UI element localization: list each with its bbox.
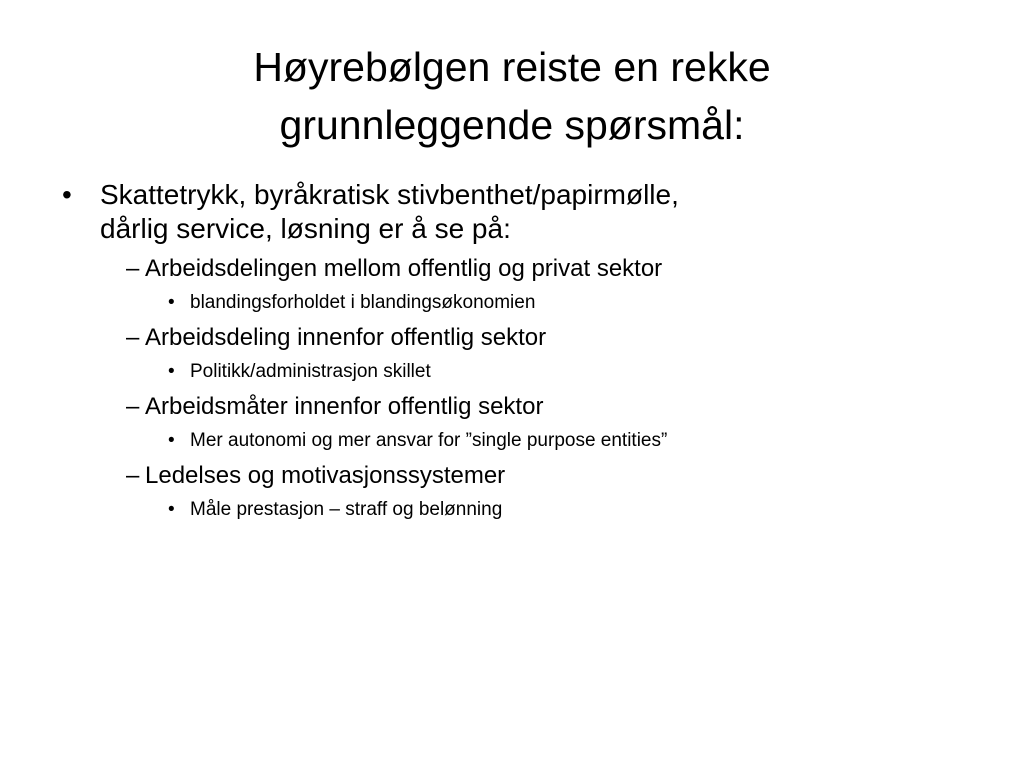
dash-bullet-icon: – (126, 324, 140, 351)
bullet-text-line-1: Skattetrykk, byråkratisk stivbenthet/papirmølle, (100, 179, 679, 210)
bullet-text: Arbeidsdeling innenfor offentlig sektor (145, 324, 547, 351)
bullet-dot-icon: • (168, 499, 175, 520)
bullet-dot-icon: • (168, 292, 175, 313)
bullet-text: Arbeidsdelingen mellom offentlig og privat sektor (145, 255, 663, 282)
bullet-dot-icon: • (62, 179, 72, 210)
dash-bullet-icon: – (126, 255, 140, 282)
bullet-text: Mer autonomi og mer ansvar for ”single purpose entities” (190, 430, 668, 451)
slide-title (60, 38, 964, 154)
bullet-item-level1 (56, 178, 976, 246)
bullet-text: Arbeidsmåter innenfor offentlig sektor (145, 393, 544, 420)
bullet-item-level3 (56, 360, 976, 384)
bullet-dot-icon: • (168, 361, 175, 382)
title-line-2: grunnleggende spørsmål: (279, 102, 745, 148)
title-line-1: Høyrebølgen reiste en rekke (253, 44, 771, 90)
bullet-list (56, 178, 976, 522)
bullet-item-level2 (56, 461, 976, 491)
bullet-item-level3 (56, 498, 976, 522)
bullet-item-level2 (56, 323, 976, 353)
dash-bullet-icon: – (126, 393, 140, 420)
bullet-text: Ledelses og motivasjonssystemer (145, 462, 506, 489)
bullet-item-level2 (56, 254, 976, 284)
bullet-item-level3 (56, 429, 976, 453)
bullet-text: Politikk/administrasjon skillet (190, 361, 431, 382)
dash-bullet-icon: – (126, 462, 140, 489)
bullet-item-level3 (56, 291, 976, 315)
bullet-text: Måle prestasjon – straff og belønning (190, 499, 503, 520)
bullet-text-line-2: dårlig service, løsning er å se på: (100, 213, 511, 244)
bullet-item-level2 (56, 392, 976, 422)
bullet-dot-icon: • (168, 430, 175, 451)
bullet-text: blandingsforholdet i blandingsøkonomien (190, 292, 536, 313)
